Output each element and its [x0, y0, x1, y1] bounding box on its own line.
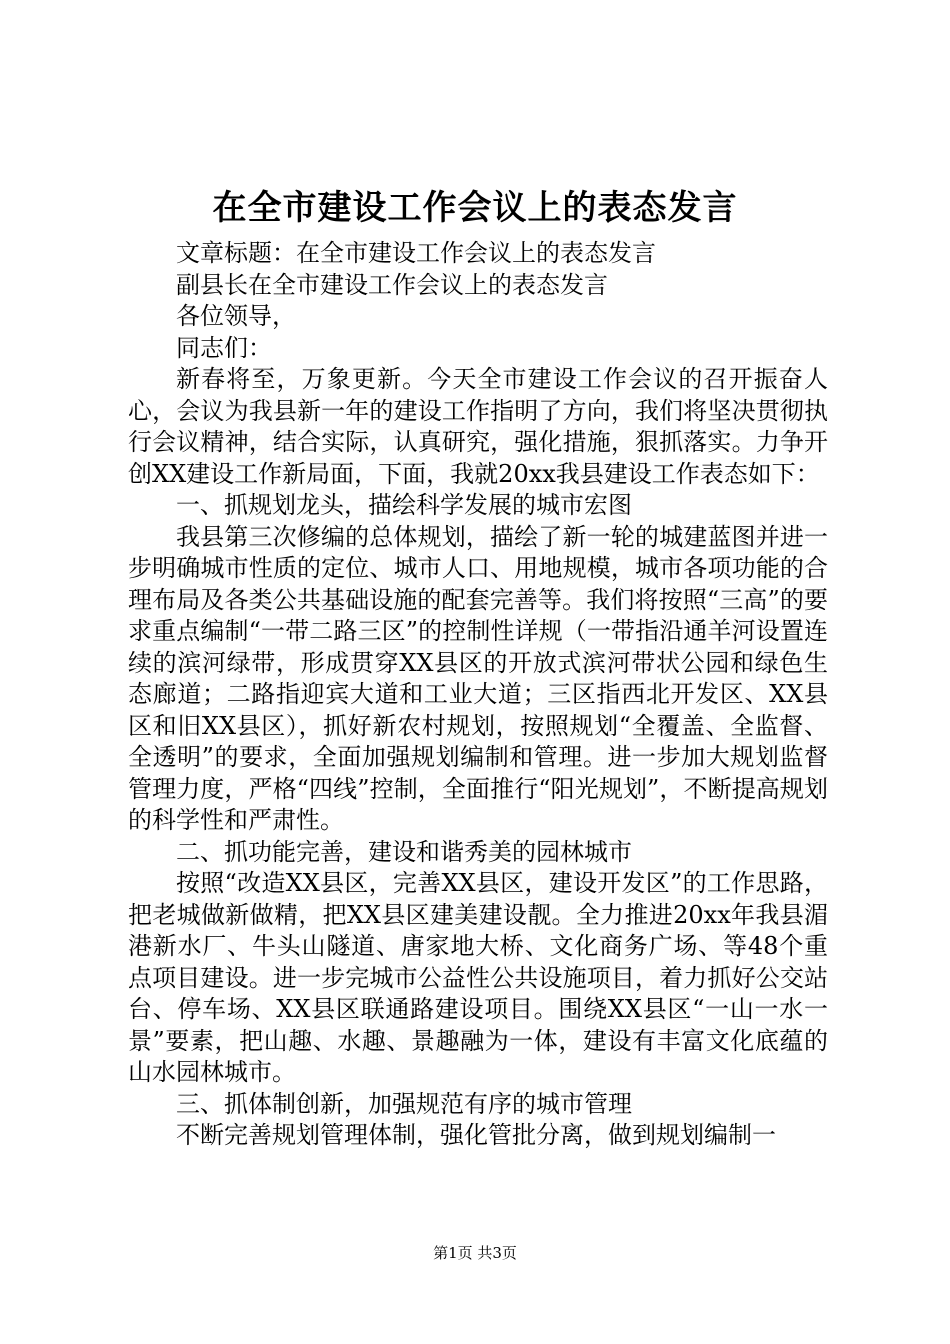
article-title-line: 文章标题：在全市建设工作会议上的表态发言	[176, 239, 656, 267]
body-paragraph: 新春将至，万象更新。今天全市建设工作会议的召开振奋人心，会议为我县新一年的建设工作指明了方向，我们将坚决贯彻执行会议精神，结合实际，认真研究，强化措施，狠抓落实。力争开创XX建设工作新局面，下面，我就20xx我县建设工作表态如下：	[128, 365, 828, 488]
document-body	[128, 238, 828, 1152]
section-heading: 二、抓功能完善，建设和谐秀美的园林城市	[176, 837, 632, 866]
speaker-line: 副县长在全市建设工作会议上的表态发言	[176, 270, 608, 299]
body-paragraph: 按照“改造XX县区，完善XX县区，建设开发区”的工作思路，把老城做新做精，把XX县区建美建设靓。全力推进20xx年我县湄港新水厂、牛头山隧道、唐家地大桥、文化商务广场、等48个重点项目建设。进一步完城市公益性公共设施项目，着力抓好公交站台、停车场、XX县区联通路建设项目。围绕XX县区“一山一水一景”要素，把山趣、水趣、景趣融为一体，建设有丰富文化底蕴的山水园林城市。	[128, 869, 828, 1086]
page-number-footer: 第1页 共3页	[433, 1244, 517, 1262]
body-paragraph: 不断完善规划管理体制，强化管批分离，做到规划编制一	[176, 1121, 776, 1149]
body-paragraph: 我县第三次修编的总体规划，描绘了新一轮的城建蓝图并进一步明确城市性质的定位、城市人口、用地规模，城市各项功能的合理布局及各类公共基础设施的配套完善等。我们将按照“三高”的要求重点编制“一带二路三区”的控制性详规（一带指沿通羊河设置连续的滨河绿带，形成贯穿XX县区的开放式滨河带状公园和绿色生态廊道；二路指迎宾大道和工业大道；三区指西北开发区、XX县区和旧XX县区），抓好新农村规划，按照规划“全覆盖、全监督、全透明”的要求，全面加强规划编制和管理。进一步加大规划监督管理力度，严格“四线”控制，全面推行“阳光规划”，不断提高规划的科学性和严肃性。	[128, 522, 828, 834]
document-title: 在全市建设工作会议上的表态发言	[212, 188, 738, 228]
salutation-comrades: 同志们：	[176, 333, 272, 362]
section-heading: 一、抓规划龙头，描绘科学发展的城市宏图	[176, 491, 632, 519]
section-heading: 三、抓体制创新，加强规范有序的城市管理	[176, 1089, 632, 1118]
salutation-leaders: 各位领导，	[176, 302, 296, 330]
